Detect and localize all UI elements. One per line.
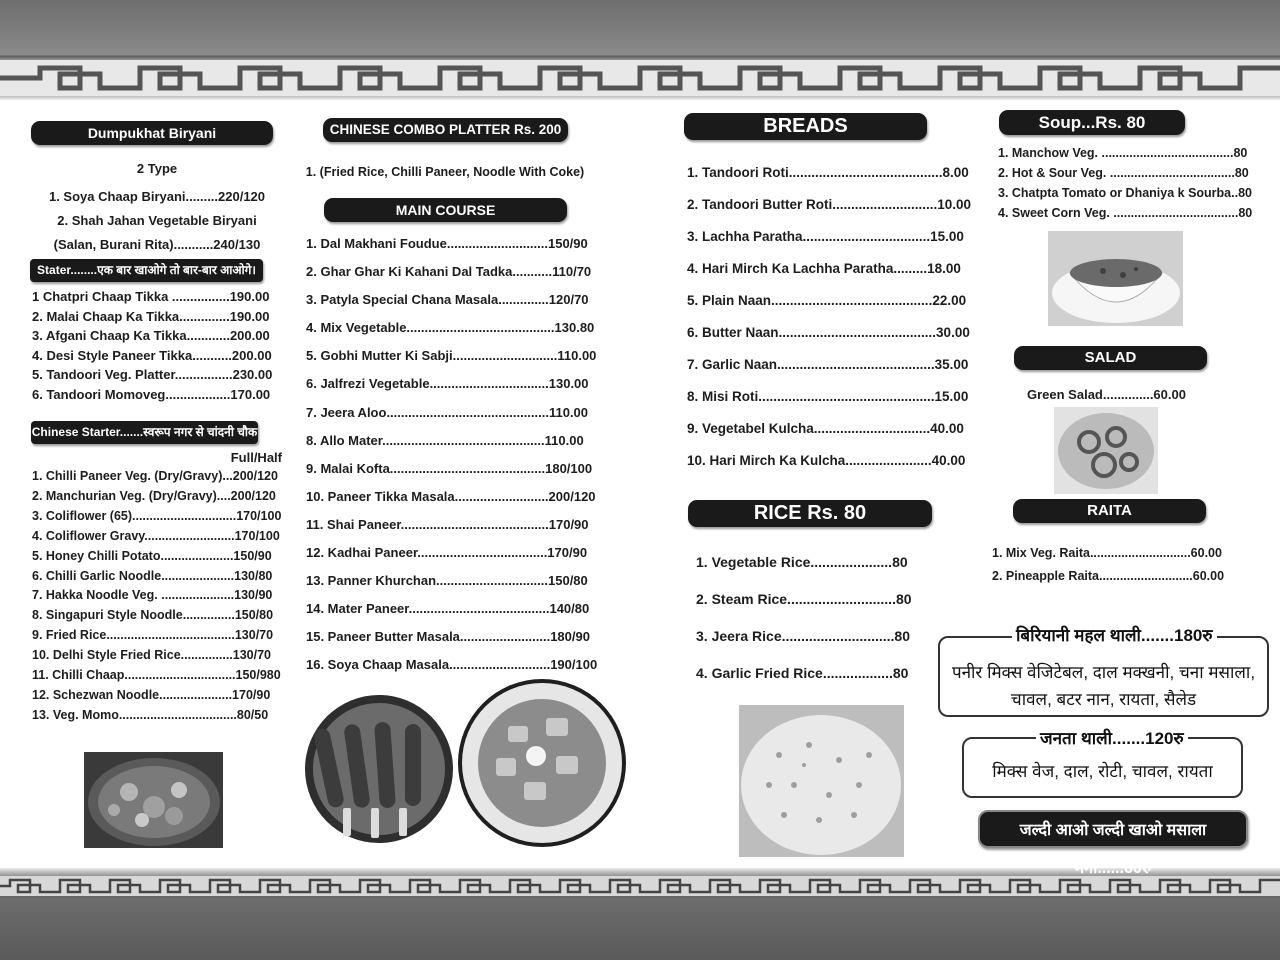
starter-item: 5. Tandoori Veg. Platter................230.00 <box>32 367 273 382</box>
main-course-item: 4. Mix Vegetable.........................................130.80 <box>306 320 595 336</box>
breads-list <box>687 157 977 477</box>
fret-pattern-top <box>0 60 1280 96</box>
janta-thali-line1: मिक्स वेज, दाल, रोटी, चावल, रायता <box>992 762 1213 781</box>
bread-item: 10. Hari Mirch Ka Kulcha.......................40.00 <box>687 453 966 468</box>
chinese-starter-item: 12. Schezwan Noodle.....................170/90 <box>32 687 271 702</box>
top-border-band <box>0 0 1280 100</box>
salad-item: Green Salad..............60.00 <box>1027 387 1186 402</box>
chinese-starter-item: 7. Hakka Noodle Veg. .....................130/90 <box>32 588 273 603</box>
bread-item: 2. Tandoori Butter Roti............................10.00 <box>687 197 972 212</box>
main-course-item: 8. Allo Mater.............................................110.00 <box>306 432 584 448</box>
raita-item: 2. Pineapple Raita...........................60.00 <box>992 569 1225 583</box>
rice-heading: RICE Rs. 80 <box>688 500 932 527</box>
biryani-heading: Dumpukhat Biryani <box>31 121 273 145</box>
chinese-starter-heading: Chinese Starter.......स्वरूप नगर से चांदनी चौक <box>31 421 258 444</box>
main-course-item: 6. Jalfrezi Vegetable.................................130.00 <box>306 376 589 392</box>
food-photo-rice <box>739 705 904 857</box>
chinese-starter-item: 2. Manchurian Veg. (Dry/Gravy)....200/120 <box>32 488 276 503</box>
rice-list <box>696 544 936 692</box>
raita-list <box>992 542 1252 588</box>
biryani-item: 2. Shah Jahan Vegetable Biryani <box>57 213 257 228</box>
salad-heading: SALAD <box>1014 346 1207 370</box>
main-course-item: 14. Mater Paneer.......................................140/80 <box>306 601 590 617</box>
starter-item: 2. Malai Chaap Ka Tikka..............190.00 <box>32 308 270 324</box>
food-photo-curry <box>84 752 223 848</box>
main-course-item: 15. Paneer Butter Masala.........................180/90 <box>306 629 590 645</box>
food-photo-salad <box>1054 407 1158 494</box>
chinese-starter-item: 11. Chilli Chaap................................150/980 <box>32 668 281 683</box>
biryani-mahal-thali-line2: चावल, बटर नान, रायता, सैलेड <box>1010 690 1197 709</box>
biryani-mahal-thali-line1: पनीर मिक्स वेजिटेबल, दाल मक्खनी, चना मसाला, <box>951 663 1256 682</box>
biryani-list <box>30 185 284 257</box>
starter-item: 3. Afgani Chaap Ka Tikka............200.00 <box>32 328 270 343</box>
main-course-item: 16. Soya Chaap Masala............................190/100 <box>306 657 598 673</box>
chinese-starter-item: 1. Chilli Paneer Veg. (Dry/Gravy)...200/120 <box>32 469 278 483</box>
bread-item: 8. Misi Roti...............................................15.00 <box>687 389 969 404</box>
raita-heading: RAITA <box>1013 499 1206 523</box>
main-course-item: 13. Panner Khurchan...............................150/80 <box>306 573 588 589</box>
soup-item: 1. Manchow Veg. ......................................80 <box>998 146 1248 160</box>
soup-item: 3. Chatpta Tomato or Dhaniya k Sourba..80 <box>998 186 1252 200</box>
bread-item: 4. Hari Mirch Ka Lachha Paratha.........18.00 <box>687 261 961 276</box>
soup-list <box>998 143 1273 223</box>
starter-item: 4. Desi Style Paneer Tikka...........200.00 <box>32 347 272 363</box>
bread-item: 5. Plain Naan...........................................22.00 <box>687 293 967 308</box>
main-course-item: 3. Patyla Special Chana Masala..............120/70 <box>306 292 589 308</box>
chinese-starter-item: 6. Chilli Garlic Noodle.....................130/80 <box>32 568 273 583</box>
combo-item: 1. (Fried Rice, Chilli Paneer, Noodle With Coke) <box>305 165 585 179</box>
main-course-item: 1. Dal Makhani Foudue............................150/90 <box>306 236 588 251</box>
bread-item: 9. Vegetabel Kulcha...............................40.00 <box>687 421 964 436</box>
main-course-item: 12. Kadhai Paneer....................................170/90 <box>306 545 588 561</box>
rice-item: 4. Garlic Fried Rice..................80 <box>696 665 909 681</box>
starter-item: 1 Chatpri Chaap Tikka ................190.00 <box>32 289 270 304</box>
rice-item: 1. Vegetable Rice.....................80 <box>696 554 908 570</box>
breads-heading: BREADS <box>684 113 927 140</box>
main-course-item: 10. Paneer Tikka Masala..........................200/120 <box>306 488 596 504</box>
food-photo-kebab <box>303 690 456 848</box>
combo-heading: CHINESE COMBO PLATTER Rs. 200 <box>323 118 568 142</box>
chinese-starter-item: 5. Honey Chilli Potato.....................150/90 <box>32 548 272 563</box>
main-course-item: 5. Gobhi Mutter Ki Sabji.............................110.00 <box>306 348 597 364</box>
maggi-banner: जल्दी आओ जल्दी खाओ मसाला मैगी......60रु <box>978 810 1248 848</box>
chinese-starter-item: 4. Coliflower Gravy..........................170/100 <box>32 528 280 543</box>
chinese-starter-list <box>32 467 294 726</box>
soup-heading: Soup...Rs. 80 <box>999 110 1185 135</box>
main-course-item: 9. Malai Kofta...........................................180/100 <box>306 460 593 476</box>
biryani-subtitle: 2 Type <box>136 161 178 176</box>
main-course-heading: MAIN COURSE <box>324 198 567 222</box>
biryani-item: 1. Soya Chaap Biryani.........220/120 <box>48 189 266 204</box>
raita-item: 1. Mix Veg. Raita.............................60.00 <box>992 546 1222 560</box>
bread-item: 7. Garlic Naan..........................................35.00 <box>687 357 969 372</box>
chinese-starter-item: 9. Fried Rice.....................................130/70 <box>32 628 274 643</box>
chinese-starter-item: 3. Coliflower (65)..............................170/100 <box>32 508 282 523</box>
main-course-list <box>306 230 616 680</box>
starter-item: 6. Tandoori Momoveg..................170.00 <box>32 386 271 402</box>
soup-item: 4. Sweet Corn Veg. ....................................80 <box>998 206 1253 220</box>
rice-item: 3. Jeera Rice.............................80 <box>696 628 910 644</box>
bread-item: 3. Lachha Paratha..................................15.00 <box>687 229 964 244</box>
janta-thali-title: जनता थाली.......120रु <box>1036 726 1188 749</box>
chinese-starter-item: 13. Veg. Momo..................................80/50 <box>32 707 269 722</box>
soup-item: 2. Hot & Sour Veg. ....................................80 <box>998 166 1249 180</box>
food-photo-soup <box>1048 231 1183 326</box>
bread-item: 6. Butter Naan..........................................30.00 <box>687 325 970 340</box>
food-photo-paneer <box>456 678 628 848</box>
chinese-starter-item: 8. Singapuri Style Noodle...............150/80 <box>32 608 274 623</box>
biryani-mahal-thali-title: बिरियानी महल थाली.......180रु <box>1012 623 1217 646</box>
biryani-item: (Salan, Burani Rita)...........240/130 <box>53 237 261 252</box>
chinese-starter-size-header: Full/Half <box>230 450 282 465</box>
starter-list <box>32 287 292 404</box>
main-course-item: 11. Shai Paneer.........................................170/90 <box>306 516 589 532</box>
rice-item: 2. Steam Rice............................80 <box>696 591 912 607</box>
main-course-item: 7. Jeera Aloo.............................................110.00 <box>306 404 589 420</box>
main-course-item: 2. Ghar Ghar Ki Kahani Dal Tadka...........110/70 <box>306 264 592 280</box>
bread-item: 1. Tandoori Roti.........................................8.00 <box>687 165 969 180</box>
starter-heading: Stater........एक बार खाओगे तो बार-बार आओगे। <box>30 259 263 282</box>
chinese-starter-item: 10. Delhi Style Fried Rice...............130/70 <box>32 648 271 663</box>
